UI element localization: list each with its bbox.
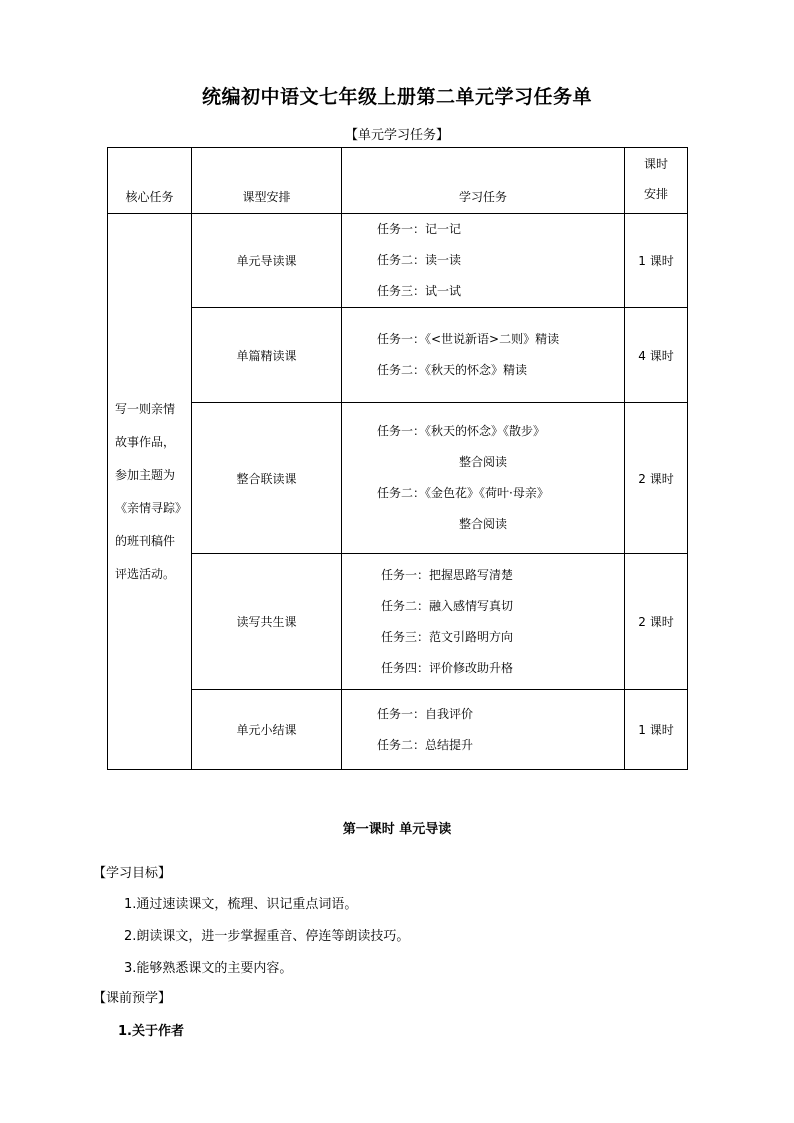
table-header-row [108, 148, 688, 214]
task-list: 任务一：把握思路写清楚 任务二：融入感情写真切 任务三：范文引路明方向 任务四：评价修改助升格 [342, 554, 625, 690]
lesson-title: 第一课时 单元导读 [342, 822, 452, 837]
class-hours: 2 课时 [625, 403, 688, 554]
goals-heading: 【学习目标】 [93, 866, 172, 881]
course-type: 单元导读课 [192, 214, 342, 308]
table-row [108, 308, 688, 403]
preview-heading: 【课前预学】 [93, 991, 172, 1006]
table-row [108, 214, 688, 308]
goal-item: 2.朗读课文，进一步掌握重音、停连等朗读技巧。 [124, 929, 410, 944]
task-list: 任务一：记一记 任务二：读一读 任务三：试一试 [342, 214, 625, 308]
task-list: 任务一：《<世说新语>二则》精读 任务二：《秋天的怀念》精读 [342, 308, 625, 403]
task-list: 任务一：《秋天的怀念》《散步》 整合阅读 任务二：《金色花》《荷叶·母亲》 整合阅读 [342, 403, 625, 554]
header-hours: 课时 安排 [625, 148, 688, 214]
section-subtitle: 【单元学习任务】 [344, 128, 449, 143]
unit-task-table [107, 147, 688, 770]
class-hours: 2 课时 [625, 554, 688, 690]
core-task-cell: 写一则亲情 故事作品， 参加主题为 《亲情寻踪》 的班刊稿件 评选活动。 [108, 214, 192, 770]
course-type: 整合联读课 [192, 403, 342, 554]
table-row [108, 403, 688, 554]
header-type: 课型安排 [192, 148, 342, 214]
class-hours: 1 课时 [625, 690, 688, 770]
header-tasks: 学习任务 [342, 148, 625, 214]
task-list: 任务一：自我评价 任务二：总结提升 [342, 690, 625, 770]
class-hours: 1 课时 [625, 214, 688, 308]
course-type: 读写共生课 [192, 554, 342, 690]
table-row [108, 690, 688, 770]
class-hours: 4 课时 [625, 308, 688, 403]
goal-item: 3.能够熟悉课文的主要内容。 [124, 961, 293, 976]
header-core: 核心任务 [108, 148, 192, 214]
table-row [108, 554, 688, 690]
course-type: 单篇精读课 [192, 308, 342, 403]
preview-item: 1.关于作者 [118, 1024, 184, 1039]
page-title: 统编初中语文七年级上册第二单元学习任务单 [201, 86, 592, 108]
goal-item: 1.通过速读课文，梳理、识记重点词语。 [124, 897, 358, 912]
course-type: 单元小结课 [192, 690, 342, 770]
